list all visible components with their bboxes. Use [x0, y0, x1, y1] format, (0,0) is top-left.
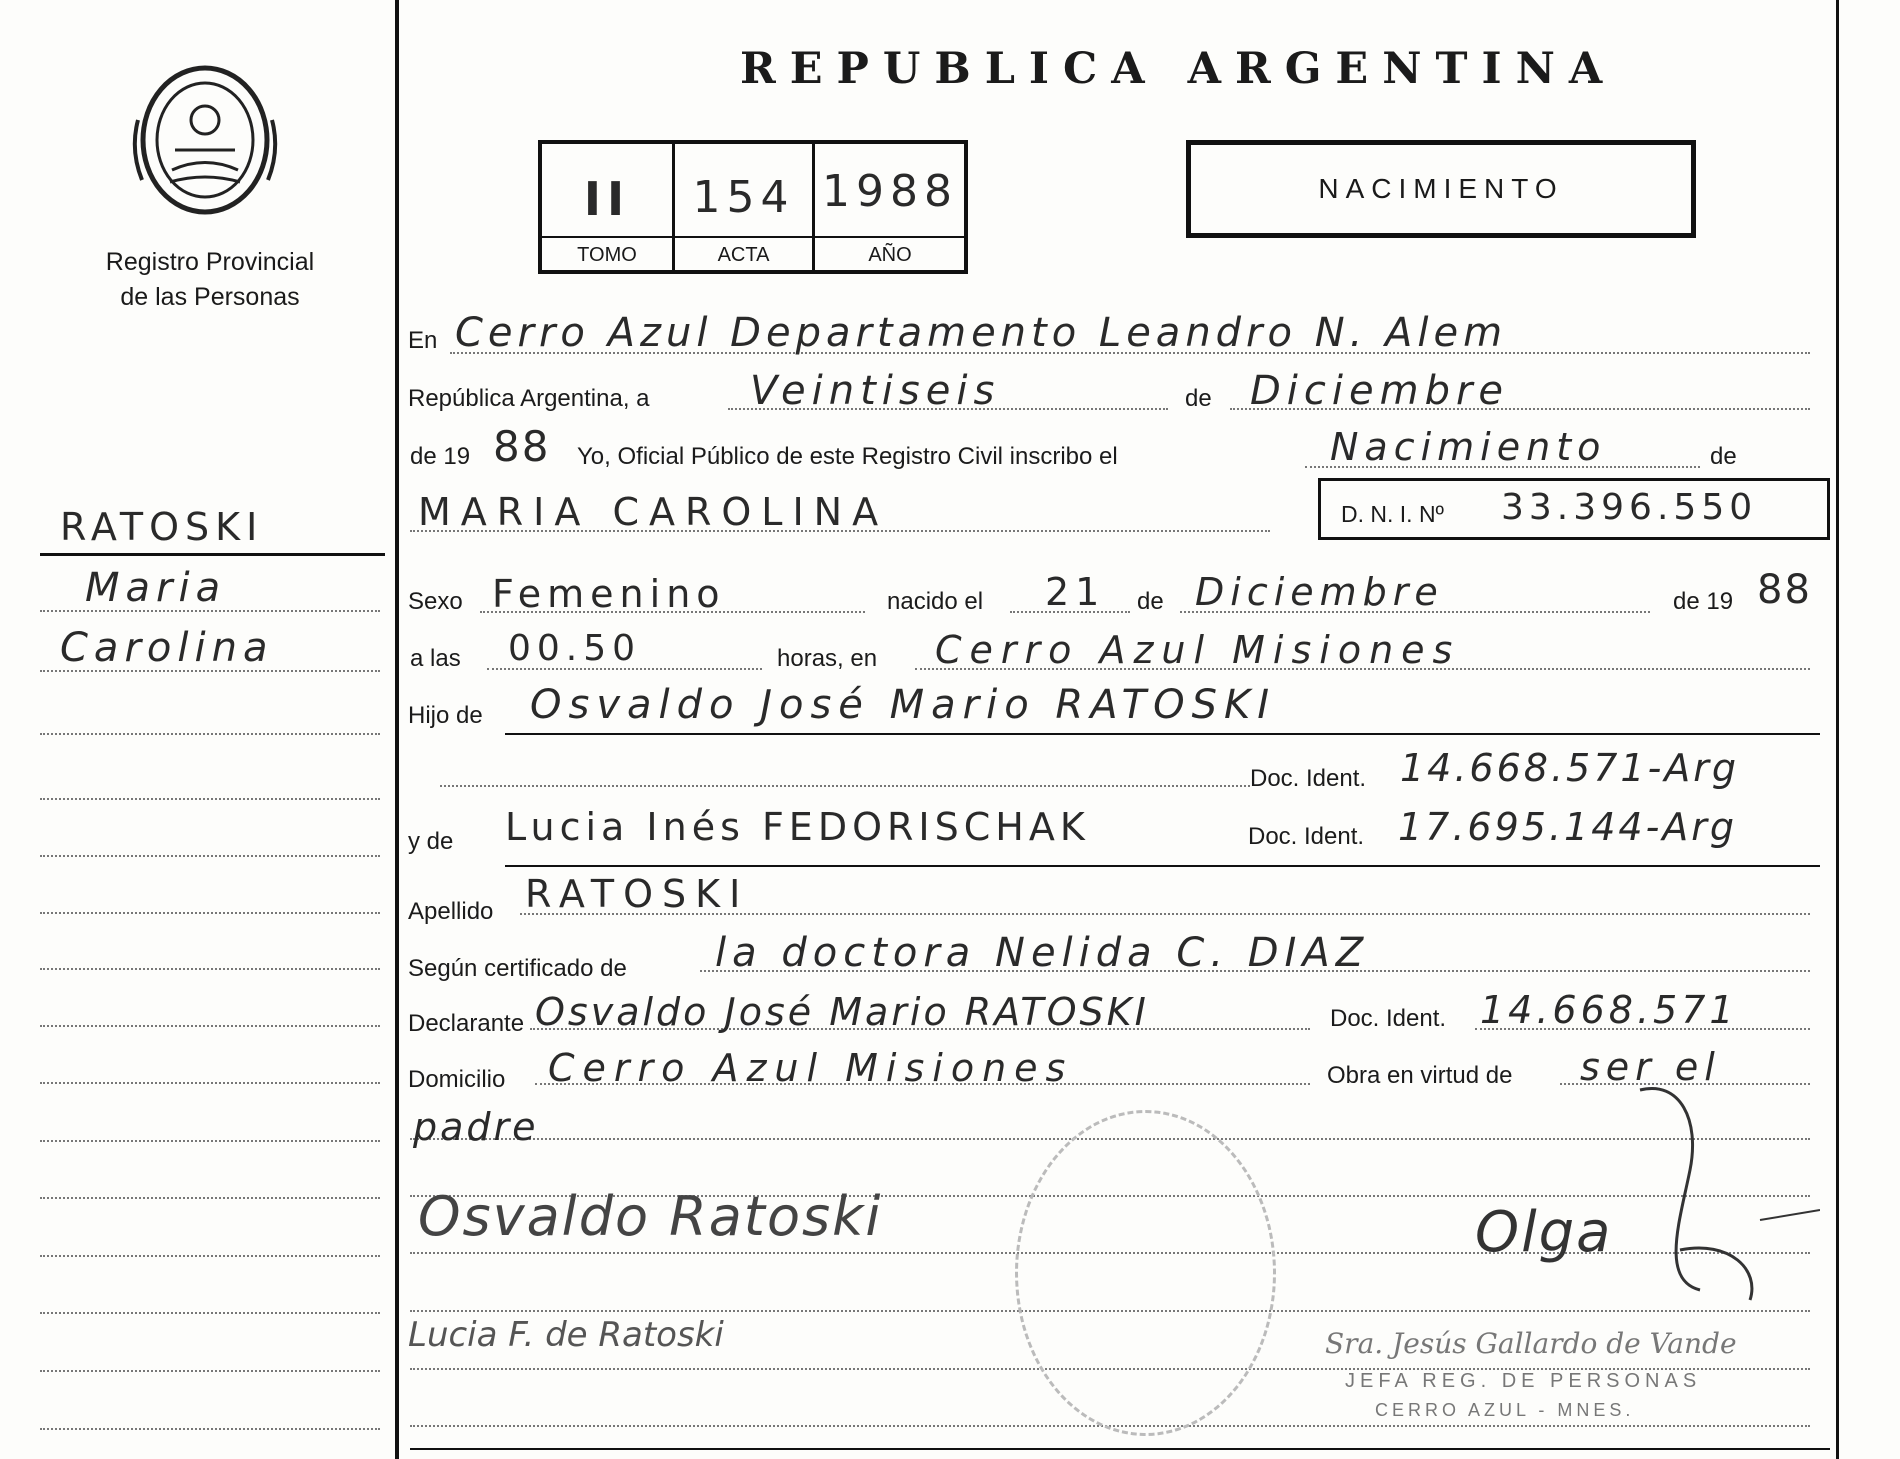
margin-line [40, 1197, 380, 1199]
officer-signature: Olga [1475, 1200, 1613, 1265]
right-border [1836, 0, 1839, 1459]
oficial-text: Yo, Oficial Público de este Registro Civil inscribo el [577, 443, 1118, 470]
margin-line [40, 1025, 380, 1027]
dni-value: 33.396.550 [1501, 487, 1758, 528]
doc-ident-label: Doc. Ident. [1250, 765, 1367, 792]
official-stamp [1015, 1110, 1276, 1436]
hora-value: 00.50 [508, 628, 642, 669]
declarante-label: Declarante [408, 1010, 525, 1037]
officer-signature-flourish [1620, 1080, 1820, 1315]
republica-label: República Argentina, a [408, 385, 650, 412]
margin-line [40, 912, 380, 914]
de-label-2: de [1710, 443, 1737, 470]
margin-line [40, 1255, 380, 1257]
mother-signature: Lucia F. de Ratoski [408, 1315, 724, 1355]
father-signature: Osvaldo Ratoski [418, 1185, 883, 1248]
father-name: Osvaldo José Mario RATOSKI [530, 682, 1276, 728]
dni-box [1318, 478, 1830, 540]
de-label: de [1185, 385, 1212, 412]
officer-stamp-line1: Sra. Jesús Gallardo de Vande [1325, 1327, 1737, 1360]
birth-year-suffix: 88 [1757, 567, 1812, 613]
obra-label: Obra en virtud de [1327, 1062, 1513, 1089]
bottom-rule [410, 1448, 1830, 1450]
declarante-value: Osvaldo José Mario RATOSKI [535, 990, 1149, 1034]
doc-ident-label-2: Doc. Ident. [1248, 823, 1365, 850]
margin-line [40, 1312, 380, 1314]
day-words: Veintiseis [750, 368, 1001, 414]
en-label: En [408, 327, 438, 354]
father-doc: 14.668.571-Arg [1400, 746, 1740, 790]
provincial-seal [130, 60, 280, 220]
birth-year-prefix: de 19 [1673, 588, 1734, 615]
tomo-label: TOMO [577, 244, 637, 266]
margin-underline [40, 553, 385, 556]
child-name: MARIA CAROLINA [418, 490, 889, 534]
alas-label: a las [410, 645, 461, 672]
segun-label: Según certificado de [408, 955, 627, 982]
tomo-value: II [583, 172, 631, 226]
officer-stamp-line3: CERRO AZUL - MNES. [1375, 1400, 1635, 1420]
sexo-label: Sexo [408, 588, 463, 615]
margin-line [40, 855, 380, 857]
doc-ident-label-3: Doc. Ident. [1330, 1005, 1447, 1032]
margin-line [40, 1140, 380, 1142]
margin-line [40, 670, 380, 672]
country-title: REPUBLICA ARGENTINA [740, 44, 1617, 94]
birth-day: 21 [1045, 570, 1106, 614]
margin-line [40, 610, 380, 612]
dni-label: D. N. I. Nº [1341, 501, 1444, 527]
officer-stamp-line2: JEFA REG. DE PERSONAS [1345, 1370, 1702, 1392]
mother-name: Lucia Inés FEDORISCHAK [505, 805, 1090, 849]
nacido-label: nacido el [887, 588, 984, 615]
horas-en-label: horas, en [777, 645, 878, 672]
registry-name-line2: de las Personas [120, 283, 300, 311]
margin-given2: Carolina [60, 625, 274, 671]
mother-doc: 17.695.144-Arg [1398, 805, 1738, 849]
birth-month: Diciembre [1195, 570, 1444, 614]
record-type-box [1186, 140, 1696, 238]
month-words: Diciembre [1250, 368, 1510, 414]
yde-label: y de [408, 828, 454, 855]
ano-value: 1988 [822, 166, 958, 217]
margin-line [40, 1082, 380, 1084]
father-line [505, 733, 1820, 735]
margin-given1: Maria [85, 565, 227, 611]
act-words: Nacimiento [1330, 425, 1607, 469]
apellido-value: RATOSKI [525, 872, 750, 916]
margin-line [40, 968, 380, 970]
birth-place: Cerro Azul Misiones [935, 628, 1461, 672]
margin-line [40, 1428, 380, 1430]
certificado-value: la doctora Nelida C. DIAZ [715, 930, 1370, 976]
apellido-label: Apellido [408, 898, 494, 925]
domicilio-value: Cerro Azul Misiones [548, 1046, 1074, 1090]
declarante-doc: 14.668.571 [1480, 988, 1738, 1032]
record-box [538, 140, 968, 274]
left-column-divider [395, 0, 399, 1459]
margin-line [40, 1370, 380, 1372]
obra-value: ser el [1580, 1045, 1721, 1089]
sexo-value: Femenino [492, 572, 726, 616]
acta-value: 154 [692, 172, 795, 223]
hijo-label: Hijo de [408, 702, 483, 729]
domicilio-label: Domicilio [408, 1066, 506, 1093]
margin-line [40, 798, 380, 800]
year-prefix: de 19 [410, 443, 471, 470]
mother-line [505, 865, 1820, 867]
place-value: Cerro Azul Departamento Leandro N. Alem [455, 310, 1508, 356]
year-suffix: 88 [493, 422, 551, 471]
de-label-3: de [1137, 588, 1164, 615]
margin-surname: RATOSKI [60, 505, 264, 549]
obra-value-2: padre [413, 1105, 539, 1149]
registry-name-line1: Registro Provincial [105, 248, 315, 276]
record-type: NACIMIENTO [1318, 173, 1564, 204]
margin-line [40, 733, 380, 735]
row-line [440, 785, 1250, 787]
acta-label: ACTA [717, 244, 770, 266]
ano-label: AÑO [868, 244, 912, 266]
